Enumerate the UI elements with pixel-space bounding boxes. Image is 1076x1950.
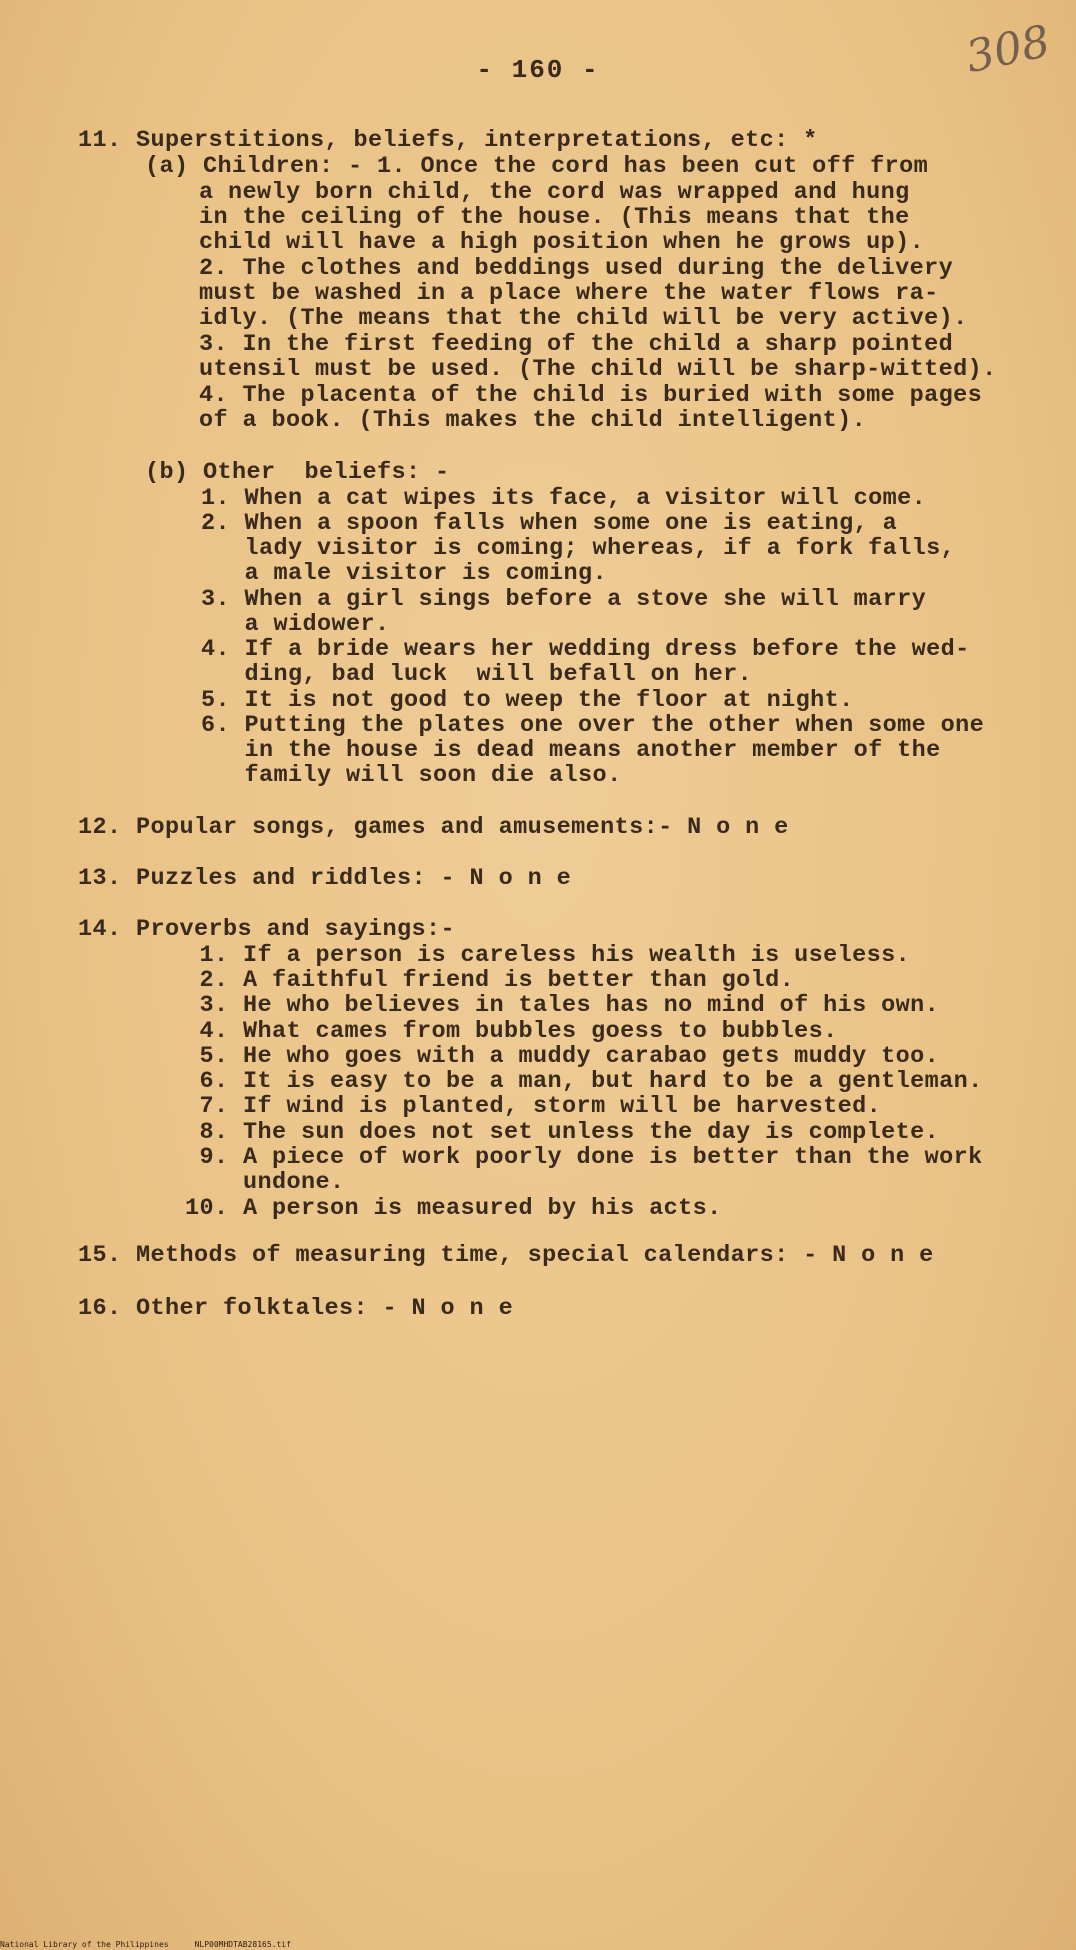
other-belief-line: 6. Putting the plates one over the other when some one [201,712,985,739]
children-line: 3. In the first feeding of the child a sharp pointed [199,331,954,358]
proverb-line: 1. If a person is careless his wealth is useless. [185,942,911,969]
children-line: of a book. (This makes the child intelligent). [199,407,867,434]
proverb-line: 7. If wind is planted, storm will be harvested. [185,1093,882,1120]
other-belief-line: in the house is dead means another member of the [201,737,941,764]
children-line: a newly born child, the cord was wrapped and hung [199,179,910,206]
section-11-heading: 11. Superstitions, beliefs, interpretations, etc: * [78,127,818,154]
proverb-line: 9. A piece of work poorly done is better than the work [185,1144,983,1171]
proverb-line: undone. [185,1169,345,1196]
children-line: (a) Children: - 1. Once the cord has been cut off from [145,153,929,180]
proverb-line: 2. A faithful friend is better than gold. [185,967,795,994]
other-belief-line: 3. When a girl sings before a stove she will marry [201,586,927,613]
footer-file: NLP00MHDTAB28165.tif [194,1940,291,1949]
other-belief-line: family will soon die also. [201,762,622,789]
proverb-line: 4. What cames from bubbles goess to bubbles. [185,1018,838,1045]
children-line: child will have a high position when he grows up). [199,229,925,256]
other-belief-line: ding, bad luck will befall on her. [201,661,753,688]
proverb-line: 5. He who goes with a muddy carabao gets muddy too. [185,1043,940,1070]
section-12: 12. Popular songs, games and amusements:- N o n e [78,814,789,841]
other-belief-line: 2. When a spoon falls when some one is eating, a [201,510,898,537]
other-belief-line: lady visitor is coming; whereas, if a fork falls, [201,535,956,562]
scan-footer [0,1940,317,1949]
other-belief-line: 5. It is not good to weep the floor at night. [201,687,854,714]
proverb-line: 10. A person is measured by his acts. [185,1195,722,1222]
other-belief-line: a male visitor is coming. [201,560,608,587]
proverb-line: 6. It is easy to be a man, but hard to be a gentleman. [185,1068,983,1095]
page-number: - 160 - [476,55,600,85]
other-belief-line: 1. When a cat wipes its face, a visitor will come. [201,485,927,512]
section-14-heading: 14. Proverbs and sayings:- [78,916,456,943]
other-belief-line: 4. If a bride wears her wedding dress before the wed- [201,636,970,663]
section-13: 13. Puzzles and riddles: - N o n e [78,865,572,892]
handwritten-page-number: 308 [961,15,1055,84]
other-beliefs-heading: (b) Other beliefs: - [145,459,450,486]
other-belief-line: a widower. [201,611,390,638]
children-line: utensil must be used. (The child will be sharp-witted). [199,356,997,383]
children-line: 4. The placenta of the child is buried with some pages [199,382,983,409]
proverb-line: 8. The sun does not set unless the day is complete. [185,1119,940,1146]
children-line: in the ceiling of the house. (This means that the [199,204,910,231]
children-line: must be washed in a place where the water flows ra- [199,280,939,307]
section-15: 15. Methods of measuring time, special calendars: - N o n e [78,1242,934,1269]
proverb-line: 3. He who believes in tales has no mind of his own. [185,992,940,1019]
footer-library: National Library of the Philippines [0,1940,169,1949]
children-line: 2. The clothes and beddings used during the delivery [199,255,954,282]
children-line: idly. (The means that the child will be very active). [199,305,968,332]
section-16: 16. Other folktales: - N o n e [78,1295,514,1322]
